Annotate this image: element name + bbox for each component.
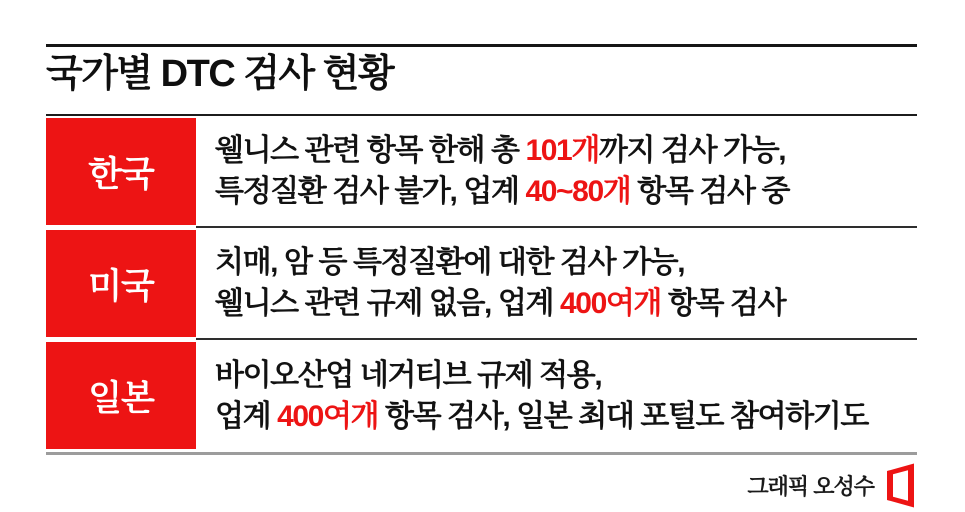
description-line bbox=[215, 242, 917, 283]
row-description bbox=[196, 340, 917, 452]
row-description bbox=[196, 228, 917, 340]
highlight-value: 40~80개 bbox=[525, 175, 631, 208]
country-label: 미국 bbox=[46, 230, 196, 337]
table-row bbox=[46, 228, 917, 340]
highlight-value: 400여개 bbox=[277, 400, 379, 433]
description-text: 웰니스 관련 항목 한해 총 bbox=[215, 134, 526, 167]
top-rule bbox=[46, 44, 917, 47]
description-line bbox=[215, 283, 917, 324]
publisher-logo-icon bbox=[887, 463, 914, 508]
country-label: 일본 bbox=[46, 342, 196, 449]
description-line bbox=[215, 355, 917, 396]
table-row bbox=[46, 340, 917, 452]
description-line bbox=[215, 171, 917, 212]
description-text: 웰니스 관련 규제 없음, 업계 bbox=[215, 287, 560, 320]
description-text: 치매, 암 등 특정질환에 대한 검사 가능, bbox=[215, 246, 685, 279]
row-description bbox=[196, 116, 917, 228]
description-text: 항목 검사, 일본 최대 포털도 참여하기도 bbox=[378, 400, 868, 433]
description-text: 까지 검사 가능, bbox=[598, 134, 786, 167]
table-row bbox=[46, 116, 917, 228]
description-text: 특정질환 검사 불가, 업계 bbox=[215, 175, 526, 208]
credit-line bbox=[747, 461, 914, 509]
description-text: 바이오산업 네거티브 규제 적용, bbox=[215, 359, 602, 392]
description-text: 항목 검사 bbox=[661, 287, 786, 320]
credit-text: 그래픽 오성수 bbox=[747, 473, 874, 499]
highlight-value: 101개 bbox=[525, 134, 599, 167]
description-text: 업계 bbox=[215, 400, 278, 433]
highlight-value: 400여개 bbox=[560, 287, 662, 320]
description-line bbox=[215, 130, 917, 171]
page-title: 국가별 DTC 검사 현황 bbox=[46, 53, 394, 95]
description-line bbox=[215, 396, 917, 437]
country-table bbox=[46, 114, 917, 455]
description-text: 항목 검사 중 bbox=[630, 175, 790, 208]
country-label: 한국 bbox=[46, 118, 196, 225]
